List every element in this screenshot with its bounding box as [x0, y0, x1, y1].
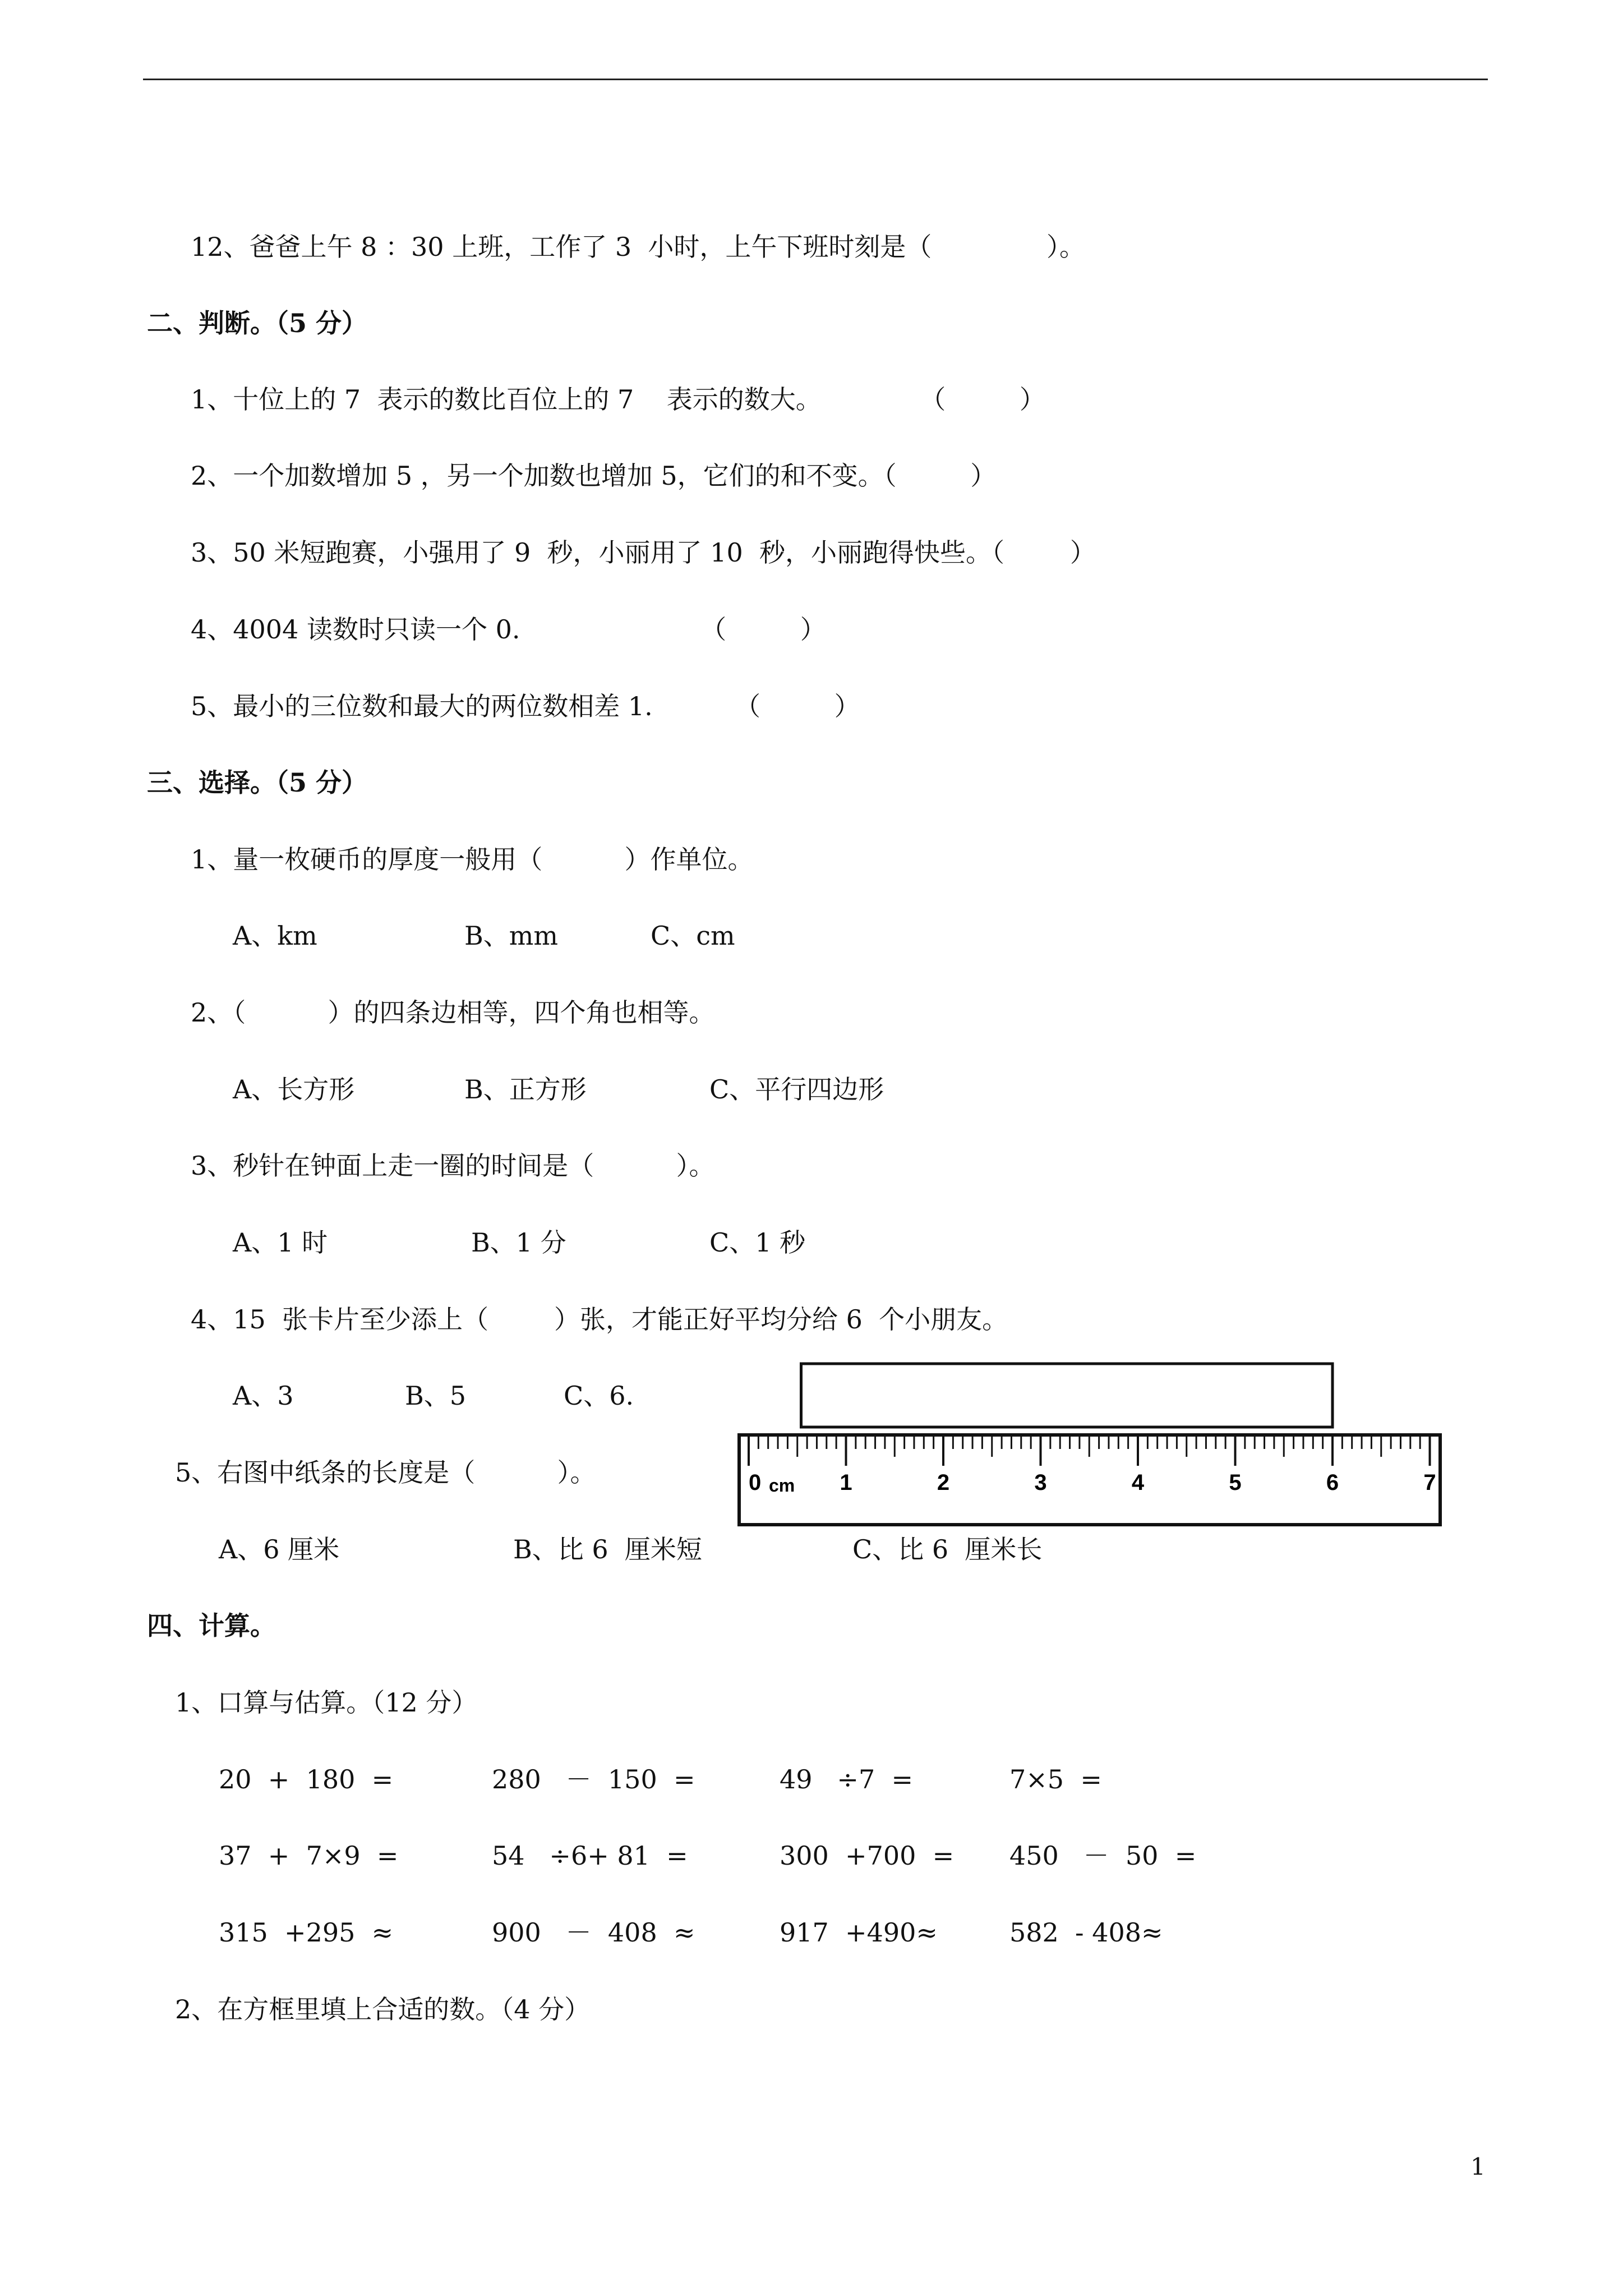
calc-r3-c4: 582 - 408≈ — [1009, 1917, 1163, 1948]
choice-question-5: 5、右图中纸条的长度是（ ）。 — [175, 1457, 596, 1488]
choice-2-option-b: B、正方形 — [464, 1074, 587, 1105]
judge-item-1: 1、十位上的 7 表示的数比百位上的 7 表示的数大。 （ ） — [191, 384, 1045, 415]
section-3-title: 三、选择。（5 分） — [147, 767, 368, 798]
calc-r2-c1: 37 + 7×9 = — [219, 1841, 399, 1871]
calc-r1-c1: 20 + 180 = — [219, 1764, 394, 1795]
ruler-label-2: 2 — [937, 1470, 950, 1495]
calc-r3-c2: 900 － 408 ≈ — [492, 1917, 695, 1948]
ruler-unit-label: cm — [769, 1475, 795, 1496]
ruler-figure — [737, 1362, 1444, 1533]
choice-4-option-a: A、3 — [233, 1381, 294, 1411]
paper-strip — [801, 1364, 1333, 1427]
ruler-label-7: 7 — [1423, 1470, 1436, 1495]
choice-2-option-c: C、平行四边形 — [709, 1074, 884, 1105]
calc-r1-c3: 49 ÷7 = — [780, 1764, 913, 1795]
header-rule — [143, 79, 1488, 80]
choice-1-option-a: A、km — [233, 921, 317, 951]
choice-4-option-b: B、5 — [405, 1381, 467, 1411]
choice-4-option-c: C、6. — [564, 1381, 634, 1411]
calc-r3-c1: 315 +295 ≈ — [219, 1917, 394, 1948]
section-4-title: 四、计算。 — [147, 1611, 276, 1641]
ruler-label-5: 5 — [1229, 1470, 1242, 1495]
choice-3-option-b: B、1 分 — [471, 1227, 566, 1258]
calc-subtitle-2: 2、在方框里填上合适的数。（4 分） — [175, 1994, 591, 2024]
choice-5-option-b: B、比 6 厘米短 — [513, 1534, 702, 1565]
ruler-svg — [737, 1362, 1444, 1530]
choice-3-option-c: C、1 秒 — [709, 1227, 806, 1258]
ruler-label-1: 1 — [840, 1470, 852, 1495]
choice-2-option-a: A、长方形 — [233, 1074, 355, 1105]
page-number: 1 — [1470, 2153, 1486, 2180]
question-12: 12、爸爸上午 8 ：30 上班，工作了 3 小时，上午下班时刻是（ ）。 — [191, 232, 1086, 262]
ruler-label-3: 3 — [1034, 1470, 1047, 1495]
choice-question-4: 4、15 张卡片至少添上（ ）张，才能正好平均分给 6 个小朋友。 — [191, 1304, 1008, 1335]
judge-item-5: 5、最小的三位数和最大的两位数相差 1. （ ） — [191, 691, 860, 721]
calc-r2-c3: 300 +700 = — [780, 1841, 955, 1871]
calc-r1-c2: 280 － 150 = — [492, 1764, 695, 1795]
judge-item-2: 2、一个加数增加 5 ，另一个加数也增加 5，它们的和不变。（ ） — [191, 461, 997, 491]
calc-subtitle-1: 1、口算与估算。（12 分） — [175, 1687, 478, 1718]
calc-r2-c4: 450 － 50 = — [1009, 1841, 1197, 1871]
choice-3-option-a: A、1 时 — [233, 1227, 328, 1258]
section-2-title: 二、判断。（5 分） — [147, 308, 368, 338]
calc-r2-c2: 54 ÷6+ 81 = — [492, 1841, 688, 1871]
calc-r1-c4: 7×5 = — [1009, 1764, 1102, 1795]
judge-item-4: 4、4004 读数时只读一个 0. （ ） — [191, 614, 826, 645]
choice-5-option-a: A、6 厘米 — [219, 1534, 340, 1565]
choice-question-3: 3、秒针在钟面上走一圈的时间是（ ）。 — [191, 1151, 715, 1181]
choice-1-option-b: B、mm — [464, 921, 559, 951]
ruler-label-4: 4 — [1131, 1470, 1145, 1495]
choice-5-option-c: C、比 6 厘米长 — [852, 1534, 1043, 1565]
choice-1-option-c: C、cm — [651, 921, 735, 951]
calc-r3-c3: 917 +490≈ — [780, 1917, 938, 1948]
judge-item-3: 3、50 米短跑赛，小强用了 9 秒，小丽用了 10 秒，小丽跑得快些。（ ） — [191, 537, 1096, 568]
choice-question-1: 1、量一枚硬币的厚度一般用（ ）作单位。 — [191, 844, 754, 875]
ruler-label-0: 0 — [749, 1470, 762, 1495]
ruler-label-6: 6 — [1326, 1470, 1339, 1495]
choice-question-2: 2、（ ）的四条边相等，四个角也相等。 — [191, 997, 715, 1028]
